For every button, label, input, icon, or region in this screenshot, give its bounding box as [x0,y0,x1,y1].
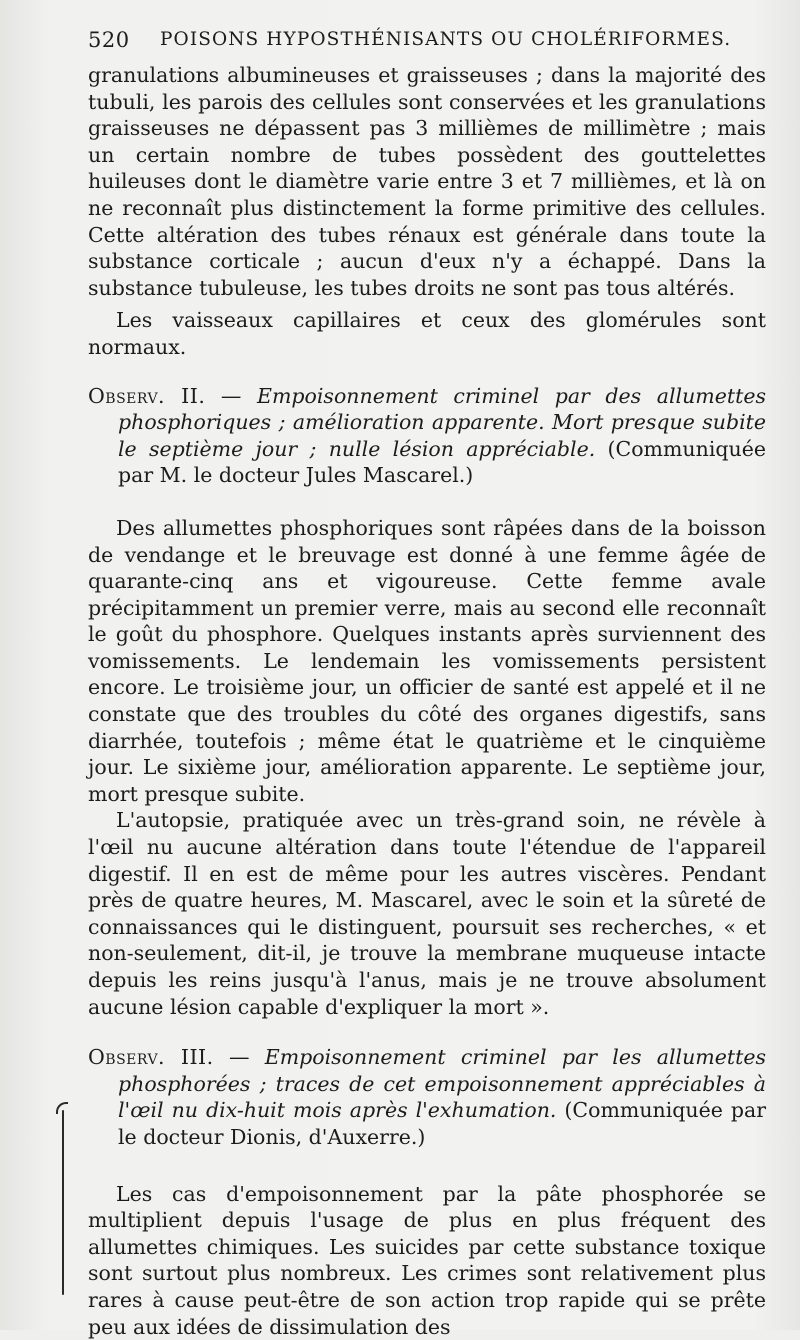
observation-2-heading [88,383,766,489]
observation-3-credit: (Communiquée par le docteur Dionis, d'Auxerre.) [118,1098,767,1149]
running-title: POISONS HYPOSTHÉNISANTS OU CHOLÉRIFORMES. [160,29,732,50]
paragraph-vessels: Les vaisseaux capillaires et ceux des glomérules sont normaux. [88,308,766,359]
observation-2-title: Empoisonnement criminel par des allumettes phosphoriques ; amélioration apparente. Mort presque subite le septième jour ; nulle lésion appréciable. [118,383,766,461]
paragraph-autopsy: L'autopsie, pratiquée avec un très-grand soin, ne révèle à l'œil nu aucune altération dans toute l'étendue de l'appareil digestif. Il en est de même pour les autres viscères. Pendant près de quatre heures, M. Mascarel, avec le soin et la sûreté de connaissances qui le distinguent, poursuit ses recherches, « et non-seulement, dit-il, je trouve la membrane muqueuse intacte depuis les reins jusqu'à l'anus, mais je ne trouve absolument aucune lésion capable d'expliquer la mort ». [88,808,766,1019]
paragraph-continuation: granulations albumineuses et graisseuses ; dans la majorité des tubuli, les parois des cellules sont conservées et les granulations graisseuses ne dépassent pas 3 millièmes de millimètre ; mais un certain nombre de tubes possèdent des gouttelettes huileuses dont le diamètre varie entre 3 et 7 millièmes, et là on ne reconnaît plus distinctement la forme primitive des cellules. Cette altération des tubes rénaux est générale dans toute la substance corticale ; aucun d'eux n'y a échappé. Dans la substance tubuleuse, les tubes droits ne sont pas tous altérés. [88,63,766,300]
page-header [88,24,768,58]
paragraph-case-description: Des allumettes phosphoriques sont râpées dans de la boisson de vendange et le breuvage est donné à une femme âgée de quarante-cinq ans et vigoureuse. Cette femme avale précipitamment un premier verre, mais au second elle reconnaît le goût du phosphore. Quelques instants après surviennent des vomissements. Le lendemain les vomissements persistent encore. Le troisième jour, un officier de santé est appelé et il ne constate que des troubles du côté des organes digestifs, sans diarrhée, toutefois ; même état le quatrième et le cinquième jour. Le sixième jour, amélioration apparente. Le septième jour, mort presque subite. [88,515,766,806]
observation-2-credit: (Communiquée par M. le docteur Jules Mascarel.) [118,436,766,488]
margin-pencil-line [62,1110,64,1295]
observation-3-title: Empoisonnement criminel par les allumettes phosphorées ; traces de cet empoisonnement appréciables à l'œil nu dix-huit mois après l'exhumation. [118,1045,766,1123]
observation-3-dash: — [213,1045,265,1070]
observation-3-label: Observ. III. [88,1045,214,1070]
page-number: 520 [88,28,130,52]
paragraph-phosphorus-cases: Les cas d'empoisonnement par la pâte phosphorée se multiplient depuis l'usage de plus en plus fréquent des allumettes chimiques. Les suicides par cette substance toxique sont surtout plus nombreux. Les crimes sont relativement plus rares à cause peut-être de son action trop rapide qui se prête peu aux idées de dissimulation des [88,1181,766,1339]
page-body [88,62,766,1340]
observation-2-label: Observ. II. [88,383,206,408]
observation-2-dash: — [205,383,257,408]
observation-3-heading [88,1044,766,1150]
